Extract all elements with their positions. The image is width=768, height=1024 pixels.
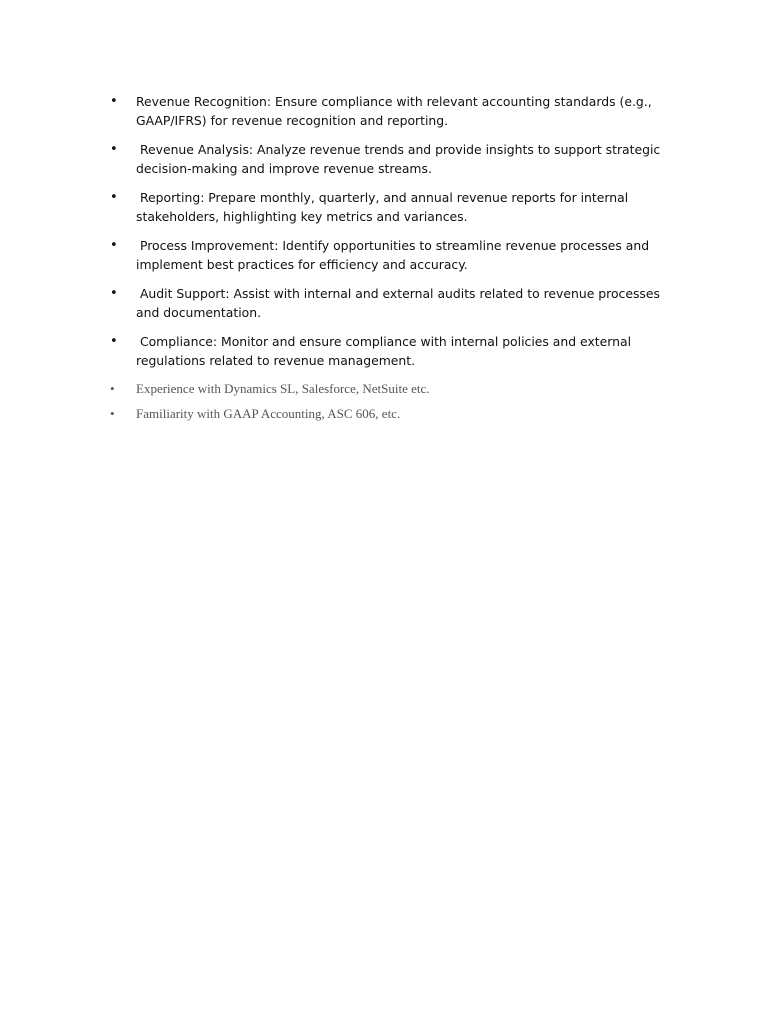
- list-item-text: Compliance: Monitor and ensure compliance with internal policies and external regulations related to revenue management.: [136, 334, 635, 368]
- list-item-familiarity-gaap: [108, 405, 668, 422]
- list-item-reporting: [108, 188, 668, 226]
- bullet-icon: •: [110, 190, 118, 205]
- list-item-experience-software: [108, 380, 668, 397]
- list-item-text: Reporting: Prepare monthly, quarterly, and annual revenue reports for internal stakeholders, highlighting key metrics and variances.: [136, 190, 633, 224]
- bullet-icon: •: [110, 238, 118, 253]
- list-item-revenue-analysis: [108, 140, 668, 178]
- list-item-text: Revenue Analysis: Analyze revenue trends and provide insights to support strategic decision-making and improve revenue streams.: [136, 142, 665, 176]
- responsibilities-list: [108, 92, 668, 430]
- bullet-icon: •: [110, 406, 115, 421]
- list-item-process-improvement: [108, 236, 668, 274]
- list-item-text: Experience with Dynamics SL, Salesforce, NetSuite etc.: [136, 381, 430, 396]
- list-item-audit-support: [108, 284, 668, 322]
- list-item-text: Audit Support: Assist with internal and external audits related to revenue processes and documentation.: [136, 286, 664, 320]
- bullet-icon: •: [110, 381, 115, 396]
- bullet-icon: •: [110, 142, 118, 157]
- bullet-icon: •: [110, 334, 118, 349]
- list-item-text: Process Improvement: Identify opportunities to streamline revenue processes and implement best practices for efficiency and accuracy.: [136, 238, 654, 272]
- list-item-text: Familiarity with GAAP Accounting, ASC 606, etc.: [136, 406, 401, 421]
- bullet-icon: •: [110, 286, 118, 301]
- list-item-revenue-recognition: [108, 92, 668, 130]
- bullet-icon: •: [110, 94, 118, 109]
- list-item-compliance: [108, 332, 668, 370]
- list-item-text: Revenue Recognition: Ensure compliance with relevant accounting standards (e.g., GAAP/IFRS) for revenue recognition and reporting.: [136, 94, 656, 128]
